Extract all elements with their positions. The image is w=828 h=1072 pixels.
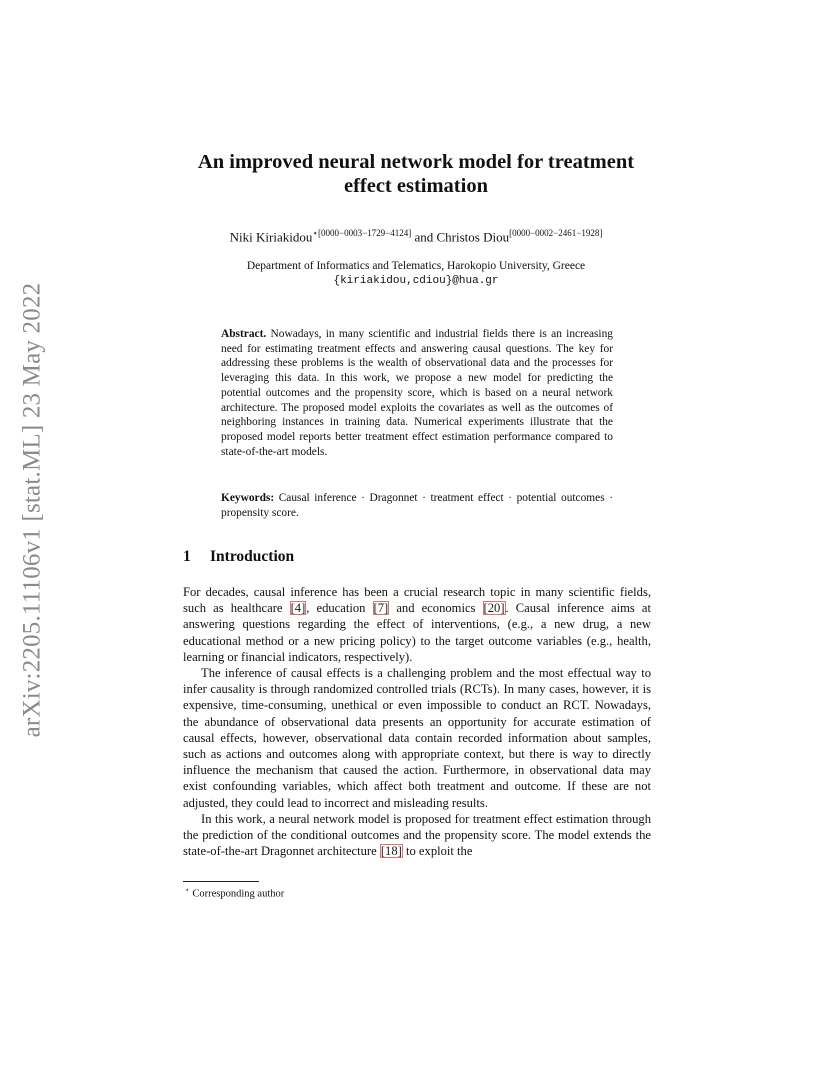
author-1-name: Niki Kiriakidou [229, 229, 313, 245]
keywords-text: Causal inference · Dragonnet · treatment effect · potential outcomes · propensity score. [221, 492, 613, 519]
citation-link[interactable]: [7] [373, 601, 389, 616]
title-line-1: An improved neural network model for treatment [197, 151, 635, 173]
abstract-text: Nowadays, in many scientific and industrial fields there is an increasing need for estimating treatment effects and answering causal questions. The key for addressing these problems is the wealth of observational data and the processes for leveraging this data. In this work, we propose a new model for predicting the potential outcomes and the propensity score, which is based on a neural network architecture. The proposed model exploits the covariates as well as the outcomes of neighboring instances in training data. Numerical experiments illustrate that the proposed model reports better treatment effect estimation performance compared to state-of-the-art models. [221, 328, 613, 458]
keywords [221, 491, 613, 520]
paper-title [160, 150, 672, 198]
para3-text-a: In this work, a neural network model is proposed for treatment effect estimation through the prediction of the conditional outcomes and the propensity score. The model extends the state-of-the-art Dragonnet architecture [183, 811, 651, 859]
paragraph-2: The inference of causal effects is a challenging problem and the most effectual way to infer causality is through randomized controlled trials (RCTs). In many cases, however, it is expensive, time-consuming, unethical or even impossible to conduct an RCT. Nowadays, the abundance of observational data presents an opportunity for accurate estimation of causal effects, however, observational data contain recorded information about samples, such as actions and outcomes along with appropriate context, but there is way to directly influence the mechanism that caused the action. Furthermore, in observational data may exist confounding variables, which affect both treatment and outcome. If these are not adjusted, they could lead to incorrect and misleading results. [183, 666, 651, 810]
abstract [221, 327, 613, 459]
para3-text-b: to exploit the [402, 844, 473, 859]
paragraph-3 [183, 811, 651, 860]
author-list [150, 228, 682, 245]
author-conjunction: and [411, 229, 437, 245]
section-heading [183, 548, 653, 566]
body-text [183, 584, 651, 859]
arxiv-identifier-stamp [12, 272, 52, 747]
author-2-orcid: [0000−0002−2461−1928] [509, 228, 603, 238]
title-line-2: effect estimation [343, 175, 488, 197]
section-number: 1 [183, 548, 191, 565]
section-title: Introduction [210, 548, 295, 565]
email-address: {kiriakidou,cdiou}@hua.gr [333, 275, 499, 287]
para1-text-d: . Causal inference aims at answering questions regarding the effect of interventions, (e.g., a new drug, a new educational method or a new pricing policy) to the target outcome variables (e.g., health, learning or financial indicators, respectively). [183, 601, 651, 664]
footnote-divider [183, 881, 259, 882]
citation-link[interactable]: [18] [380, 844, 402, 859]
arxiv-identifier-text: arXiv:2205.11106v1 [stat.ML] 23 May 2022 [18, 282, 45, 737]
footnote-mark: ⋆ [185, 886, 190, 894]
paragraph-1 [183, 584, 651, 665]
abstract-label: Abstract. [221, 328, 267, 340]
para1-text-b: , education [306, 601, 373, 616]
author-1-orcid: ⋆[0000−0003−1729−4124] [312, 228, 412, 238]
para1-text-a: For decades, causal inference has been a crucial research topic in many scientific fields, such as healthcare [183, 585, 651, 616]
author-2-name: Christos Diou [436, 229, 510, 245]
keywords-label: Keywords: [221, 492, 275, 504]
affiliation: Department of Informatics and Telematics, Harokopio University, Greece [246, 260, 586, 272]
footnote-text: Corresponding author [192, 888, 285, 900]
citation-link[interactable]: [4] [290, 601, 306, 616]
footnote [185, 886, 284, 900]
para1-text-c: and economics [389, 601, 483, 616]
affiliation-block [150, 259, 682, 289]
citation-link[interactable]: [20] [483, 601, 505, 616]
